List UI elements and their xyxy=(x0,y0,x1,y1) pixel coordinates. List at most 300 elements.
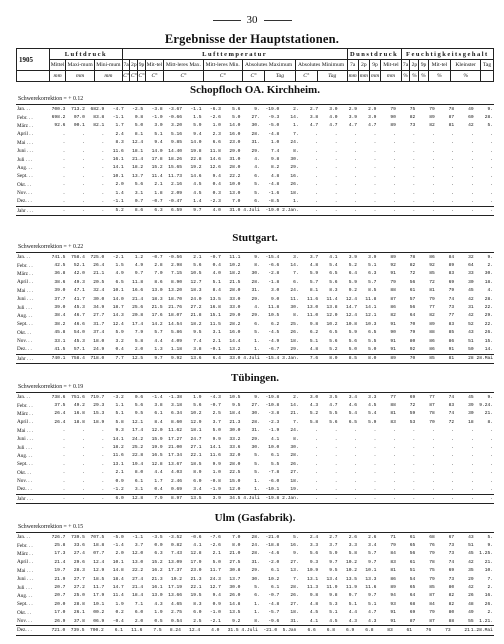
table-cell: 31.0 xyxy=(229,157,241,163)
table-cell: 3.9 xyxy=(368,115,377,121)
table-cell: 6.3 xyxy=(154,551,163,557)
table-cell: 37.4 xyxy=(93,330,105,336)
table-cell: 2.0 xyxy=(115,551,124,557)
table-cell: -1.9 xyxy=(268,428,280,434)
column-headers xyxy=(17,60,494,71)
table-cell: 54.0 xyxy=(73,330,85,336)
table-cell: . xyxy=(101,148,105,154)
table-cell: 30. xyxy=(484,271,494,277)
table-cell: 2.09 xyxy=(171,190,183,196)
table-cell: . xyxy=(412,131,416,137)
table-cell: 9.4 xyxy=(212,593,221,599)
table-cell: 13.0 xyxy=(151,593,163,599)
table-cell: 21.4 xyxy=(54,559,66,565)
table-cell: 13.6 xyxy=(190,356,202,362)
table-cell: . xyxy=(393,190,396,196)
table-cell: . xyxy=(412,428,416,434)
table-cell: 16. xyxy=(484,593,494,599)
table-cell: 83 xyxy=(448,403,455,409)
table-cell: . xyxy=(334,157,338,163)
table-cell: -2.1 xyxy=(112,254,124,260)
group-dunstdruck: Dunstdruck xyxy=(347,49,401,60)
month-label: Okt. . . xyxy=(17,609,32,616)
table-cell: . xyxy=(315,157,319,163)
table-cell: 12.4 xyxy=(189,627,201,633)
table-cell: 45.8 xyxy=(54,330,66,336)
table-cell: 13.1 xyxy=(112,461,124,467)
table-row xyxy=(16,155,494,163)
table-cell: . xyxy=(412,461,416,467)
table-cell: 30. xyxy=(251,411,260,417)
table-cell: 11.4 xyxy=(112,593,124,599)
gravity-correction: Schwerekorrektion = + 0.22 xyxy=(18,244,84,250)
table-cell: 4.5 xyxy=(193,190,202,196)
table-cell: 8.0 xyxy=(368,356,377,362)
unit-cell: C° xyxy=(203,71,242,82)
table-cell: 17.8 xyxy=(151,157,163,163)
table-cell: 5.7 xyxy=(309,279,319,285)
table-cell: 5.Jan xyxy=(282,627,297,633)
table-cell: 20.7 xyxy=(54,593,66,599)
table-cell: . xyxy=(354,182,357,188)
table-cell: 18.8 xyxy=(93,543,105,549)
table-cell: 9.5 xyxy=(232,403,241,409)
table-row xyxy=(16,122,494,130)
table-cell: 14.0 xyxy=(112,296,124,302)
table-cell: 9.2 xyxy=(348,288,357,294)
table-cell: . xyxy=(315,461,319,467)
table-cell: 14.6 xyxy=(190,173,202,179)
column-header: Maxi-mum xyxy=(66,60,95,71)
table-cell: 9.4 xyxy=(154,140,163,146)
table-cell: 19.8 xyxy=(190,148,202,154)
month-label: Juni . . . xyxy=(17,296,34,303)
table-cell: 9.8 xyxy=(309,593,319,599)
month-label: Dez. . . xyxy=(17,627,32,634)
table-cell: 16. xyxy=(290,543,299,549)
table-cell: . xyxy=(451,148,455,154)
table-cell: . xyxy=(334,182,338,188)
table-cell: 14.1 xyxy=(112,165,124,171)
table-cell: 82 xyxy=(448,593,455,599)
table-cell: . xyxy=(62,182,66,188)
table-cell: 45.3 xyxy=(73,338,85,344)
table-cell: . xyxy=(101,182,105,188)
month-label: Sept. . . xyxy=(17,321,33,328)
table-cell: 31 xyxy=(468,305,474,311)
table-cell: . xyxy=(373,190,377,196)
table-cell: 1. xyxy=(254,610,260,616)
table-cell: -5.0 xyxy=(112,534,124,540)
table-cell: 5.7 xyxy=(368,279,377,285)
table-cell: 85 xyxy=(429,271,435,277)
table-cell: -3.8 xyxy=(268,411,280,417)
table-cell: 10.9 xyxy=(307,568,319,574)
table-cell: 6. xyxy=(254,321,260,327)
table-cell: 30. xyxy=(290,157,299,163)
table-cell: 4.1 xyxy=(193,543,202,549)
table-cell: 75 xyxy=(429,568,435,574)
table-cell: 6.34 xyxy=(171,411,183,417)
table-cell: 8. xyxy=(293,313,299,319)
table-cell: 21.4 xyxy=(132,157,144,163)
table-cell: 86 xyxy=(390,576,396,582)
table-cell: 7.6 xyxy=(309,356,319,362)
table-cell: 9. xyxy=(254,394,260,400)
table-cell: 28.0 xyxy=(229,165,241,171)
table-cell: 7.7 xyxy=(115,356,124,362)
table-cell: 41.5 xyxy=(54,346,66,352)
table-cell: . xyxy=(62,445,66,451)
table-cell: . xyxy=(82,182,85,188)
table-cell: 0.8 xyxy=(134,115,144,121)
table-cell: 83 xyxy=(390,419,396,425)
table-cell: 79 xyxy=(429,296,435,302)
table-cell: 14.7 xyxy=(112,585,124,591)
table-cell: 85 xyxy=(429,356,435,362)
table-cell: 89 xyxy=(448,263,455,269)
table-cell: 15.2 xyxy=(151,559,163,565)
table-cell: 82 xyxy=(429,123,435,129)
month-label: März . . xyxy=(17,270,34,277)
table-cell: 3.3 xyxy=(348,543,357,549)
table-cell: . xyxy=(334,428,338,434)
table-cell: . xyxy=(373,165,377,171)
table-cell: . xyxy=(490,496,494,502)
table-cell: 16.6 xyxy=(132,288,144,294)
table-cell: 8.1 xyxy=(134,131,144,137)
table-cell: . xyxy=(82,445,85,451)
table-cell: 45 xyxy=(468,394,474,400)
table-cell: 27.7 xyxy=(73,576,85,582)
unit-cell: mm xyxy=(347,71,358,82)
gravity-correction: Schwerekorrektion = + 0.19 xyxy=(18,384,84,390)
table-cell: . xyxy=(393,198,396,204)
table-cell: . xyxy=(62,478,66,484)
column-header: Mit-tel xyxy=(381,60,402,71)
table-cell: 5.1 xyxy=(368,263,377,269)
table-cell: 29. xyxy=(290,346,299,352)
table-cell: 6. xyxy=(254,198,260,204)
table-cell: . xyxy=(373,182,377,188)
table-cell: 10.2 xyxy=(345,568,357,574)
table-cell: 26.4 xyxy=(54,411,66,417)
table-cell: . xyxy=(82,436,85,442)
table-cell: . xyxy=(354,461,357,467)
table-cell: 29.0 xyxy=(229,313,241,319)
table-cell: . xyxy=(412,486,416,492)
table-cell: 73 xyxy=(448,305,455,311)
table-cell: 28. xyxy=(290,585,299,591)
table-cell: . xyxy=(490,198,494,204)
table-cell: 83 xyxy=(448,321,455,327)
table-cell: 4.0 xyxy=(212,271,221,277)
table-cell: . xyxy=(62,131,66,137)
table-cell: 73 xyxy=(445,627,451,633)
table-cell: 25.8 xyxy=(54,543,66,549)
table-cell: 2.1 xyxy=(212,338,221,344)
table-cell: 4.0 xyxy=(329,115,338,121)
table-cell: -3.8 xyxy=(151,106,163,112)
table-cell: 9.8 xyxy=(270,157,280,163)
table-cell: 1.7 xyxy=(154,478,163,484)
table-cell: 25.0 xyxy=(73,593,85,599)
table-cell: 13.7 xyxy=(132,173,144,179)
table-cell: 78 xyxy=(429,559,435,565)
table-cell: . xyxy=(315,140,319,146)
table-cell: 4.0 xyxy=(212,208,221,214)
table-cell: 12.0 xyxy=(132,551,144,557)
table-cell: 83 xyxy=(390,559,396,565)
table-cell: -19.0 xyxy=(265,208,280,214)
table-cell: . xyxy=(393,486,396,492)
table-cell: 9.7 xyxy=(368,559,377,565)
station-rows xyxy=(16,252,494,364)
table-cell: . xyxy=(62,148,66,154)
table-cell: 18. xyxy=(290,190,299,196)
table-cell: 27. xyxy=(251,403,260,409)
month-label: März . . xyxy=(17,410,34,417)
table-cell: 23.0 xyxy=(190,568,202,574)
table-cell: . xyxy=(412,182,416,188)
table-cell: 73 xyxy=(448,543,455,549)
table-cell: 6.1 xyxy=(134,478,144,484)
table-cell: . xyxy=(431,140,435,146)
table-cell: -6.6 xyxy=(268,263,280,269)
table-cell: 78 xyxy=(409,254,416,260)
table-cell: 47.1 xyxy=(73,288,85,294)
table-cell: 18. xyxy=(484,279,494,285)
table-cell: 12.8 xyxy=(151,461,163,467)
table-cell: 6.4 xyxy=(212,356,221,362)
table-cell: . xyxy=(393,461,396,467)
table-cell: . xyxy=(431,428,435,434)
table-cell: 30.0 xyxy=(93,296,105,302)
table-cell: 77 xyxy=(429,394,435,400)
table-cell: 4.7 xyxy=(309,123,319,129)
table-cell: 26. xyxy=(290,182,299,188)
table-cell: . xyxy=(82,131,85,137)
table-cell: 46.7 xyxy=(73,313,85,319)
table-row xyxy=(16,477,494,485)
table-row xyxy=(16,533,494,541)
table-cell: 8.1 xyxy=(309,288,319,294)
table-cell: . xyxy=(393,445,396,451)
table-cell: 21.4 xyxy=(132,585,144,591)
table-cell: 7.0 xyxy=(232,198,241,204)
table-cell: 28. xyxy=(251,279,260,285)
table-cell: 30. xyxy=(290,445,299,451)
table-cell: 74 xyxy=(448,411,455,417)
table-cell: . xyxy=(393,148,396,154)
table-row xyxy=(16,625,494,634)
table-cell: 9. xyxy=(487,394,494,400)
table-cell: -6.0 xyxy=(268,478,280,484)
table-cell: 726.7 xyxy=(51,534,66,540)
table-cell: . xyxy=(490,453,494,459)
station-title: Ulm (Gasfabrik). xyxy=(214,512,296,524)
table-cell: 10.1 xyxy=(112,559,124,565)
month-label: Nov. . . xyxy=(17,190,33,197)
table-cell: 7.43 xyxy=(171,551,183,557)
table-cell: -19.0 xyxy=(265,106,280,112)
table-cell: 8.3 xyxy=(193,601,202,607)
page-number xyxy=(0,14,504,26)
table-cell: 26. xyxy=(290,461,299,467)
table-cell: 2.1 xyxy=(212,551,221,557)
table-cell: 49.3 xyxy=(73,279,85,285)
table-cell: 43 xyxy=(468,534,474,540)
table-cell: -1.9 xyxy=(209,486,221,492)
table-cell: . xyxy=(490,131,494,137)
table-cell: 11.7 xyxy=(209,568,221,574)
table-cell: 28.0 xyxy=(229,288,241,294)
table-cell: 79 xyxy=(429,610,435,616)
table-cell: -0.56 xyxy=(168,254,183,260)
column-header: 9p xyxy=(419,60,428,71)
table-cell: 740.1 xyxy=(51,356,66,362)
table-row xyxy=(16,172,494,180)
table-cell: . xyxy=(101,445,105,451)
table-cell: 28. xyxy=(290,453,299,459)
table-row xyxy=(16,337,494,345)
table-cell: 5.6 xyxy=(329,338,338,344)
table-cell: -2.6 xyxy=(209,543,221,549)
table-cell: 4.Juli xyxy=(243,496,260,502)
table-cell: 20.8 xyxy=(132,313,144,319)
table-cell: -0.4 xyxy=(112,618,124,624)
table-cell: 14. xyxy=(290,403,299,409)
table-cell: 11.3 xyxy=(307,585,319,591)
table-cell: 31.5 xyxy=(227,627,239,633)
table-cell: . xyxy=(373,428,377,434)
table-cell: 8.9 xyxy=(193,470,202,476)
table-cell: 4. xyxy=(254,305,260,311)
table-cell: 13.5 xyxy=(190,496,202,502)
table-cell: . xyxy=(101,140,105,146)
table-cell: . xyxy=(315,182,319,188)
table-cell: 11.6 xyxy=(112,148,124,154)
table-cell: . xyxy=(334,148,338,154)
table-cell: 2.0 xyxy=(134,346,144,352)
table-cell: 26. xyxy=(290,593,299,599)
table-cell: 2.1 xyxy=(154,182,163,188)
table-cell: . xyxy=(101,496,105,502)
month-label: Mai . . . xyxy=(17,567,34,574)
table-cell: 9.5 xyxy=(134,411,144,417)
table-cell: 29.0 xyxy=(229,148,241,154)
table-cell: 87 xyxy=(429,593,435,599)
table-cell: 78 xyxy=(448,106,455,112)
table-cell: 5.0 xyxy=(232,115,241,121)
table-cell: 26. xyxy=(484,601,494,607)
table-cell: 5.6 xyxy=(134,182,144,188)
table-cell: 83 xyxy=(448,271,455,277)
table-cell: 7. xyxy=(293,271,299,277)
table-cell: . xyxy=(470,140,474,146)
table-cell: 4.1 xyxy=(270,436,280,442)
table-cell: -0.66 xyxy=(168,115,183,121)
table-cell: 6.2 xyxy=(270,321,280,327)
table-cell: 0.2 xyxy=(115,610,124,616)
table-cell: 1.1 xyxy=(115,403,124,409)
table-cell: 6. xyxy=(293,279,299,285)
table-cell: . xyxy=(451,140,455,146)
table-cell: 1.28.Mai xyxy=(470,627,493,633)
table-cell: 42.5 xyxy=(54,263,66,269)
table-cell: 6.3 xyxy=(368,271,377,277)
table-cell: 61 xyxy=(409,559,416,565)
table-cell: 2.75 xyxy=(171,610,183,616)
table-cell: 4.4 xyxy=(154,470,163,476)
table-cell: 2.46 xyxy=(171,478,183,484)
column-header: 7a xyxy=(347,60,358,71)
table-cell: 1.9 xyxy=(115,601,124,607)
table-cell: 49 xyxy=(468,610,474,616)
table-cell: 22.5 xyxy=(229,470,241,476)
table-cell: 2.Jan. xyxy=(282,208,299,214)
table-row xyxy=(16,609,494,617)
table-cell: 2.1 xyxy=(193,254,202,260)
table-cell: 739.5 xyxy=(71,534,85,540)
table-cell: . xyxy=(373,140,377,146)
table-cell: -4.7 xyxy=(112,106,124,112)
table-cell: 30 xyxy=(468,411,474,417)
table-cell: . xyxy=(373,453,377,459)
table-cell: 15. xyxy=(484,338,494,344)
table-cell: . xyxy=(373,173,377,179)
table-cell: 19. xyxy=(290,486,299,492)
table-cell: 9. xyxy=(254,254,260,260)
table-cell: . xyxy=(354,453,357,459)
column-header: 2p xyxy=(358,60,369,71)
table-cell: 3.3 xyxy=(368,394,377,400)
table-cell: 5. xyxy=(293,534,299,540)
table-cell: 18. xyxy=(290,610,299,616)
table-cell: 45.3 xyxy=(73,305,85,311)
table-cell: 52 xyxy=(468,321,474,327)
unit-cell: mm xyxy=(381,71,402,82)
table-cell: 87 xyxy=(390,296,396,302)
table-cell: 6. xyxy=(254,173,260,179)
table-cell: 4.5 xyxy=(309,610,319,616)
table-cell: 19.2 xyxy=(190,165,202,171)
table-cell: 3.9 xyxy=(348,254,357,260)
table-row xyxy=(16,435,494,443)
table-cell: . xyxy=(490,461,494,467)
table-cell: 16.1 xyxy=(151,585,163,591)
table-cell: 24. xyxy=(290,288,299,294)
table-cell: 2.8 xyxy=(154,263,163,269)
table-cell: 1. xyxy=(293,123,299,129)
table-cell: 1.7 xyxy=(115,123,124,129)
table-cell: 11.1 xyxy=(229,254,241,260)
table-cell: 5.7 xyxy=(368,551,377,557)
table-cell: . xyxy=(451,428,455,434)
table-cell: 5.8 xyxy=(348,551,357,557)
table-cell: 1.4 xyxy=(115,190,124,196)
table-row xyxy=(16,401,494,409)
table-cell: 4.5 xyxy=(329,618,338,624)
table-cell: 6.0 xyxy=(193,610,202,616)
table-cell: 11.6 xyxy=(209,453,221,459)
table-cell: -1.8 xyxy=(268,279,280,285)
table-cell: 57 xyxy=(409,296,416,302)
table-cell: 9.3 xyxy=(115,428,124,434)
table-cell: -2.3 xyxy=(268,419,280,425)
table-cell: 18.4 xyxy=(132,593,144,599)
table-cell: 9.24. xyxy=(479,403,494,409)
